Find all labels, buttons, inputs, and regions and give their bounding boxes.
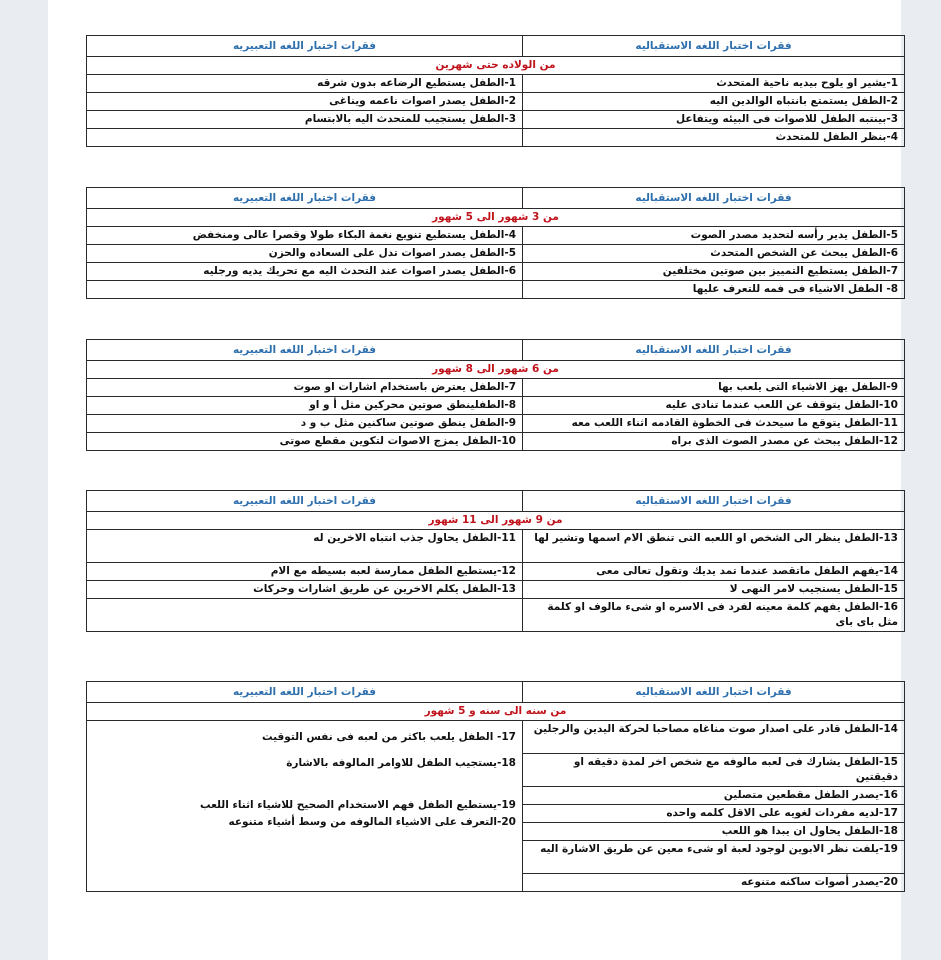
receptive-item: 17- الطفل يلعب باكثر من لعبه فى نفس التوقيت	[261, 731, 516, 743]
expressive-item: 11-الطفل يحاول جذب انتباه الاخرين له	[87, 530, 523, 563]
expressive-item: 13-الطفل يكلم الاخرين عن طريق اشارات وحركات	[87, 581, 523, 599]
receptive-item: 6-الطفل يبحث عن الشخص المتحدث	[523, 245, 905, 263]
section-table	[86, 681, 905, 892]
section-table	[86, 35, 905, 147]
expressive-item: 6-الطفل يصدر اصوات عند التحدث اليه مع تحريك يديه ورجليه	[87, 263, 523, 281]
receptive-item: 1-يشير او يلوح بيديه ناحية المتحدث	[523, 75, 905, 93]
age-range-label: من 3 شهور الى 5 شهور	[87, 209, 905, 227]
expressive-item: 20-يصدر أصوات ساكنه متنوعه	[523, 874, 905, 892]
header-row	[87, 188, 905, 209]
receptive-header: فقرات اختبار اللغه الاستقباليه	[523, 188, 905, 209]
expressive-item: 8-الطفلينطق صوتين محركين مثل أ و او	[87, 397, 523, 415]
table-row	[87, 721, 905, 754]
expressive-item: 2-الطفل يصدر اصوات ناعمه ويناغى	[87, 93, 523, 111]
header-row	[87, 491, 905, 512]
receptive-header: فقرات اختبار اللغه الاستقباليه	[523, 682, 905, 703]
table-row	[87, 263, 905, 281]
receptive-item: 5-الطفل يدير رأسه لتحديد مصدر الصوت	[523, 227, 905, 245]
expressive-item: 7-الطفل يعترض باستخدام اشارات او صوت	[87, 379, 523, 397]
table-row	[87, 530, 905, 563]
expressive-item: 16-يصدر الطفل مقطعين متصلين	[523, 787, 905, 805]
expressive-item: 12-يستطيع الطفل ممارسة لعبه بسيطه مع الام	[87, 563, 523, 581]
age-range-label: من الولاده حتى شهرين	[87, 57, 905, 75]
receptive-item: 16-الطفل يفهم كلمة معينه لفرد فى الاسره او شىء مالوف او كلمة مثل باى باى	[523, 599, 905, 632]
table-row	[87, 111, 905, 129]
receptive-item: 10-الطفل يتوقف عن اللعب عندما تنادى عليه	[523, 397, 905, 415]
header-row	[87, 682, 905, 703]
receptive-item: 19-يستطيع الطفل فهم الاستخدام الصحيح للاشياء اثناء اللعب	[199, 799, 516, 811]
table-row	[87, 397, 905, 415]
receptive-item: 15-الطفل يستجيب لامر النهى لا	[523, 581, 905, 599]
table-row	[87, 433, 905, 451]
expressive-item: 10-الطفل يمزج الاصوات لتكوين مقطع صوتى	[87, 433, 523, 451]
receptive-header: فقرات اختبار اللغه الاستقباليه	[523, 340, 905, 361]
expressive-item: 17-لديه مفردات لغويه على الاقل كلمه واحده	[523, 805, 905, 823]
table-row	[87, 129, 905, 147]
table-row	[87, 415, 905, 433]
age-range-row	[87, 361, 905, 379]
table-row	[87, 599, 905, 632]
receptive-item: 12-الطفل يبحث عن مصدر الصوت الذى براه	[523, 433, 905, 451]
expressive-item: 3-الطفل يستجيب للمتحدث اليه بالابتسام	[87, 111, 523, 129]
header-row	[87, 340, 905, 361]
age-range-row	[87, 57, 905, 75]
expressive-item: 19-يلفت نظر الابوين لوجود لعبة او شىء معين عن طريق الاشارة اليه	[523, 841, 905, 874]
receptive-item: 7-الطفل يستطيع التمييز بين صوتين مختلفين	[523, 263, 905, 281]
receptive-item: 13-الطفل ينظر الى الشخص او اللعبه التى تنطق الام اسمها وتشير لها	[523, 530, 905, 563]
receptive-item: 8- الطفل الاشياء فى فمه للتعرف عليها	[523, 281, 905, 299]
age-range-row	[87, 703, 905, 721]
age-range-row	[87, 512, 905, 530]
receptive-item: 3-بينتبه الطفل للاصوات فى البيئه ويتفاعل	[523, 111, 905, 129]
expressive-header: فقرات اختبار اللغه التعبيريه	[87, 36, 523, 57]
age-range-label: من 9 شهور الى 11 شهور	[87, 512, 905, 530]
expressive-item: 14-الطفل قادر على اصدار صوت مناغاه مصاحبا لحركة اليدين والرجلين	[523, 721, 905, 754]
table-row	[87, 245, 905, 263]
receptive-item: 2-الطفل يستمتع بانتباه الوالدين اليه	[523, 93, 905, 111]
expressive-header: فقرات اختبار اللغه التعبيريه	[87, 188, 523, 209]
receptive-header: فقرات اختبار اللغه الاستقباليه	[523, 491, 905, 512]
expressive-item: 15-الطفل يشارك فى لعبه مالوفه مع شخص اخر لمدة دقيقه او دقيقتين	[523, 754, 905, 787]
age-range-label: من 6 شهور الى 8 شهور	[87, 361, 905, 379]
table-row	[87, 281, 905, 299]
receptive-item: 4-بنظر الطفل للمتحدث	[523, 129, 905, 147]
expressive-item: 5-الطفل يصدر اصوات تدل على السعاده والحزن	[87, 245, 523, 263]
age-range-row	[87, 209, 905, 227]
section-table	[86, 339, 905, 451]
header-row	[87, 36, 905, 57]
age-range-label: من سنه الى سنه و 5 شهور	[87, 703, 905, 721]
receptive-header: فقرات اختبار اللغه الاستقباليه	[523, 36, 905, 57]
expressive-item: 4-الطفل يستطيع تنويع نغمة البكاء طولا وقصرا عالى ومنخفض	[87, 227, 523, 245]
receptive-item: 20-التعرف على الاشياء المالوفه من وسط أشياء متنوعه	[228, 816, 516, 828]
expressive-header: فقرات اختبار اللغه التعبيريه	[87, 682, 523, 703]
receptive-column	[87, 721, 523, 892]
receptive-item: 11-الطفل يتوقع ما سيحدث فى الخطوة القادمه اثناء اللعب معه	[523, 415, 905, 433]
expressive-item: 9-الطفل ينطق صوتين ساكنين مثل ب و د	[87, 415, 523, 433]
expressive-header: فقرات اختبار اللغه التعبيريه	[87, 340, 523, 361]
table-row	[87, 75, 905, 93]
expressive-item-empty	[87, 129, 523, 147]
table-row	[87, 563, 905, 581]
expressive-header: فقرات اختبار اللغه التعبيريه	[87, 491, 523, 512]
receptive-item: 14-يفهم الطفل ماتقصد عندما تمد يديك وتقول تعالى معى	[523, 563, 905, 581]
expressive-item-empty	[87, 281, 523, 299]
section-table	[86, 490, 905, 632]
table-row	[87, 93, 905, 111]
table-row	[87, 227, 905, 245]
receptive-item: 18-يستجيب الطفل للاوامر المالوفه بالاشارة	[286, 757, 516, 769]
expressive-item: 1-الطفل يستطيع الرضاعه بدون شرقه	[87, 75, 523, 93]
expressive-item: 18-الطفل يحاول ان يبدا هو اللعب	[523, 823, 905, 841]
document-page	[48, 0, 901, 960]
expressive-item-empty	[87, 599, 523, 632]
receptive-item: 9-الطفل يهز الاشياء التى يلعب بها	[523, 379, 905, 397]
table-row	[87, 581, 905, 599]
table-row	[87, 379, 905, 397]
section-table	[86, 187, 905, 299]
